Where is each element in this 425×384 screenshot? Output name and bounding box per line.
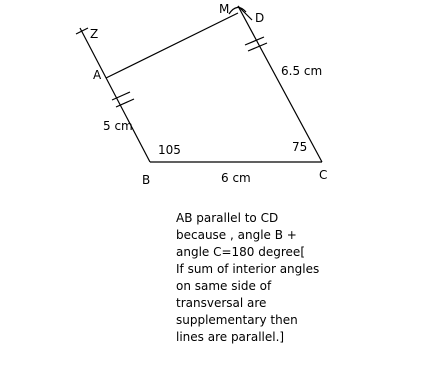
explanation-text <box>176 210 346 346</box>
label-m: M <box>219 2 230 16</box>
explanation-line: on same side of <box>176 279 272 293</box>
explanation-line: AB parallel to CD <box>176 211 279 225</box>
angle-c: 75 <box>292 140 308 154</box>
label-c: C <box>319 168 328 182</box>
label-b: B <box>142 173 151 187</box>
line-ba-extended <box>80 28 150 162</box>
label-z: Z <box>90 27 99 41</box>
length-bc: 6 cm <box>221 171 251 185</box>
explanation-line: supplementary then <box>176 313 298 327</box>
explanation-line: angle C=180 degree[ <box>176 245 305 259</box>
explanation-line: transversal are <box>176 296 267 310</box>
explanation-line: because , angle B + <box>176 228 297 242</box>
length-cd: 6.5 cm <box>281 64 323 78</box>
explanation-line: If sum of interior angles <box>176 262 320 276</box>
tick-cd-1 <box>245 37 264 45</box>
side-cd <box>238 6 322 162</box>
tick-cd-2 <box>248 43 267 51</box>
angle-b: 105 <box>158 143 181 157</box>
label-d: D <box>255 11 265 25</box>
explanation-line: lines are parallel.] <box>176 330 285 344</box>
length-ab: 5 cm <box>103 119 133 133</box>
label-a: A <box>93 68 102 82</box>
side-ad <box>106 13 238 78</box>
